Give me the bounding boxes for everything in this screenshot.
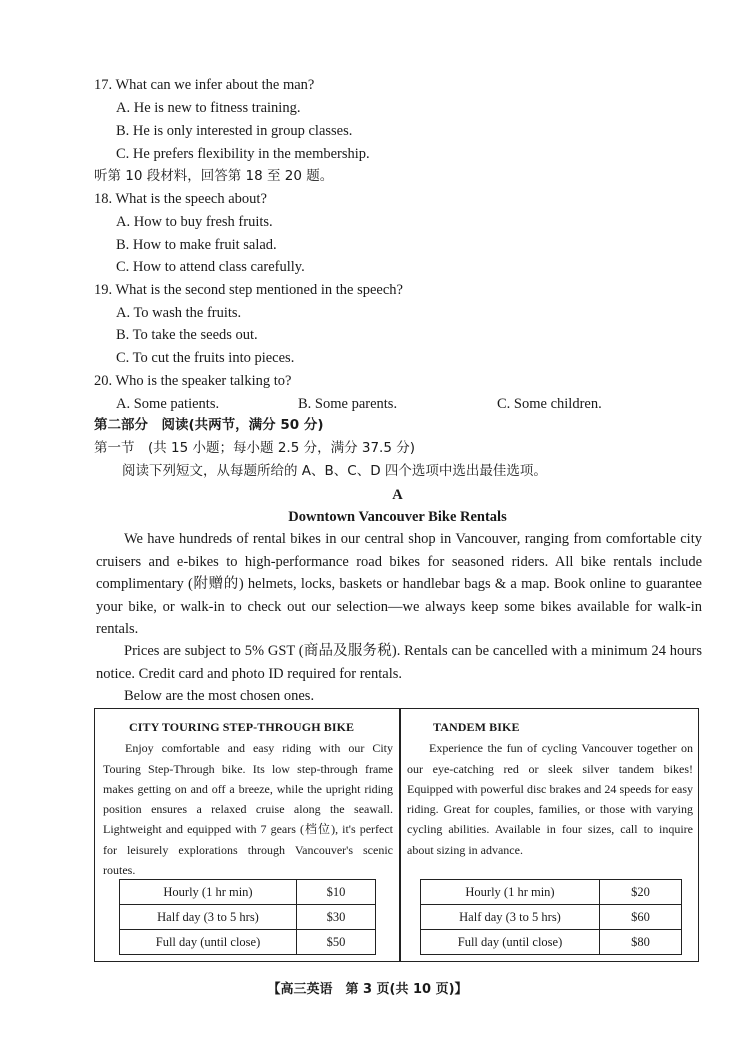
rate-price: $60 — [600, 905, 682, 930]
question-17-option-c: C. He prefers flexibility in the membership. — [116, 146, 370, 162]
tandem-bike-description — [407, 738, 693, 860]
rate-label: Hourly (1 hr min) — [120, 880, 297, 905]
passage-paragraph-1 — [96, 528, 702, 641]
question-19-option-a: A. To wash the fruits. — [116, 305, 242, 321]
question-18-option-c: C. How to attend class carefully. — [116, 259, 305, 275]
table-row — [421, 930, 682, 955]
question-20-option-c: C. Some children. — [497, 396, 602, 412]
question-19-option-c: C. To cut the fruits into pieces. — [116, 350, 295, 366]
passage-paragraph-3 — [96, 685, 702, 708]
passage-paragraph-2 — [96, 640, 702, 685]
question-17-option-b: B. He is only interested in group classes. — [116, 123, 353, 139]
question-19-stem: 19. What is the second step mentioned in the speech? — [94, 282, 403, 298]
rate-label: Full day (until close) — [421, 930, 600, 955]
table-row — [421, 880, 682, 905]
question-18-stem: 18. What is the speech about? — [94, 191, 267, 207]
question-18-option-a: A. How to buy fresh fruits. — [116, 214, 273, 230]
passage-title: Downtown Vancouver Bike Rentals — [288, 509, 507, 525]
question-20-option-a: A. Some patients. — [116, 396, 220, 412]
city-bike-panel — [103, 717, 393, 880]
rate-price: $80 — [600, 930, 682, 955]
tandem-bike-rates-table — [420, 879, 682, 955]
page-footer: 【高三英语 第 3 页(共 10 页)】 — [267, 982, 468, 997]
material-10-instruction: 听第 10 段材料，回答第 18 至 20 题。 — [94, 168, 334, 184]
rate-label: Half day (3 to 5 hrs) — [120, 905, 297, 930]
reading-instruction: 阅读下列短文，从每题所给的 A、B、C、D 四个选项中选出最佳选项。 — [122, 463, 547, 479]
rate-price: $30 — [297, 905, 376, 930]
passage-paragraph-1-text: We have hundreds of rental bikes in our central shop in Vancouver, ranging from comfortable city cruisers and e-bikes to high-performance road bikes for seasoned riders. All bike rentals include complimentary (附赠的) helmets, locks, baskets or handlebar bags & a map. Book online to guarantee your bike, or walk-in to check out our selection—we always keep some bikes available for walk-in rentals. — [96, 531, 702, 638]
part-2-heading: 第二部分 阅读(共两节，满分 50 分) — [94, 417, 324, 433]
question-18-option-b: B. How to make fruit salad. — [116, 237, 277, 253]
question-17-option-a: A. He is new to fitness training. — [116, 100, 301, 116]
rate-price: $50 — [297, 930, 376, 955]
question-20-option-b: B. Some parents. — [298, 396, 398, 412]
passage-paragraph-2-text: Prices are subject to 5% GST (商品及服务税). Rentals can be cancelled with a minimum 24 hours notice. Credit card and photo ID required for rentals. — [96, 643, 702, 682]
question-19-option-b: B. To take the seeds out. — [116, 327, 258, 343]
rate-label: Full day (until close) — [120, 930, 297, 955]
rate-price: $10 — [297, 880, 376, 905]
rate-price: $20 — [600, 880, 682, 905]
city-bike-title: CITY TOURING STEP-THROUGH BIKE — [129, 720, 355, 734]
city-bike-description-text: Enjoy comfortable and easy riding with our City Touring Step-Through bike. Its low step-through frame makes getting on and off a breeze, while the upright riding position ensures a relaxed cruise along the seawall. Lightweight and equipped with 7 gears (档位), it's perfect for leisurely explorations through Vancouver's scenic routes. — [103, 741, 393, 878]
city-bike-rates-table — [119, 879, 376, 955]
section-1-heading: 第一节 (共 15 小题；每小题 2.5 分，满分 37.5 分) — [94, 440, 415, 456]
table-row — [421, 905, 682, 930]
table-row — [120, 905, 376, 930]
tandem-bike-description-text: Experience the fun of cycling Vancouver together on our eye-catching red or sleek silver tandem bikes! Equipped with powerful disc brakes and 24 speeds for easy riding. Great for couples, families, or those with varying cycling abilities. Available in four sizes, call to inquire about sizing in advance. — [407, 741, 693, 857]
passage-paragraph-3-text: Below are the most chosen ones. — [124, 688, 315, 704]
table-row — [120, 880, 376, 905]
city-bike-description — [103, 738, 393, 880]
rate-label: Half day (3 to 5 hrs) — [421, 905, 600, 930]
box-divider — [399, 709, 401, 961]
tandem-bike-title: TANDEM BIKE — [433, 720, 520, 734]
rate-label: Hourly (1 hr min) — [421, 880, 600, 905]
question-17-stem: 17. What can we infer about the man? — [94, 77, 315, 93]
tandem-bike-panel — [407, 717, 693, 860]
passage-letter: A — [392, 487, 403, 503]
question-20-stem: 20. Who is the speaker talking to? — [94, 373, 292, 389]
bike-info-box — [94, 708, 699, 962]
table-row — [120, 930, 376, 955]
